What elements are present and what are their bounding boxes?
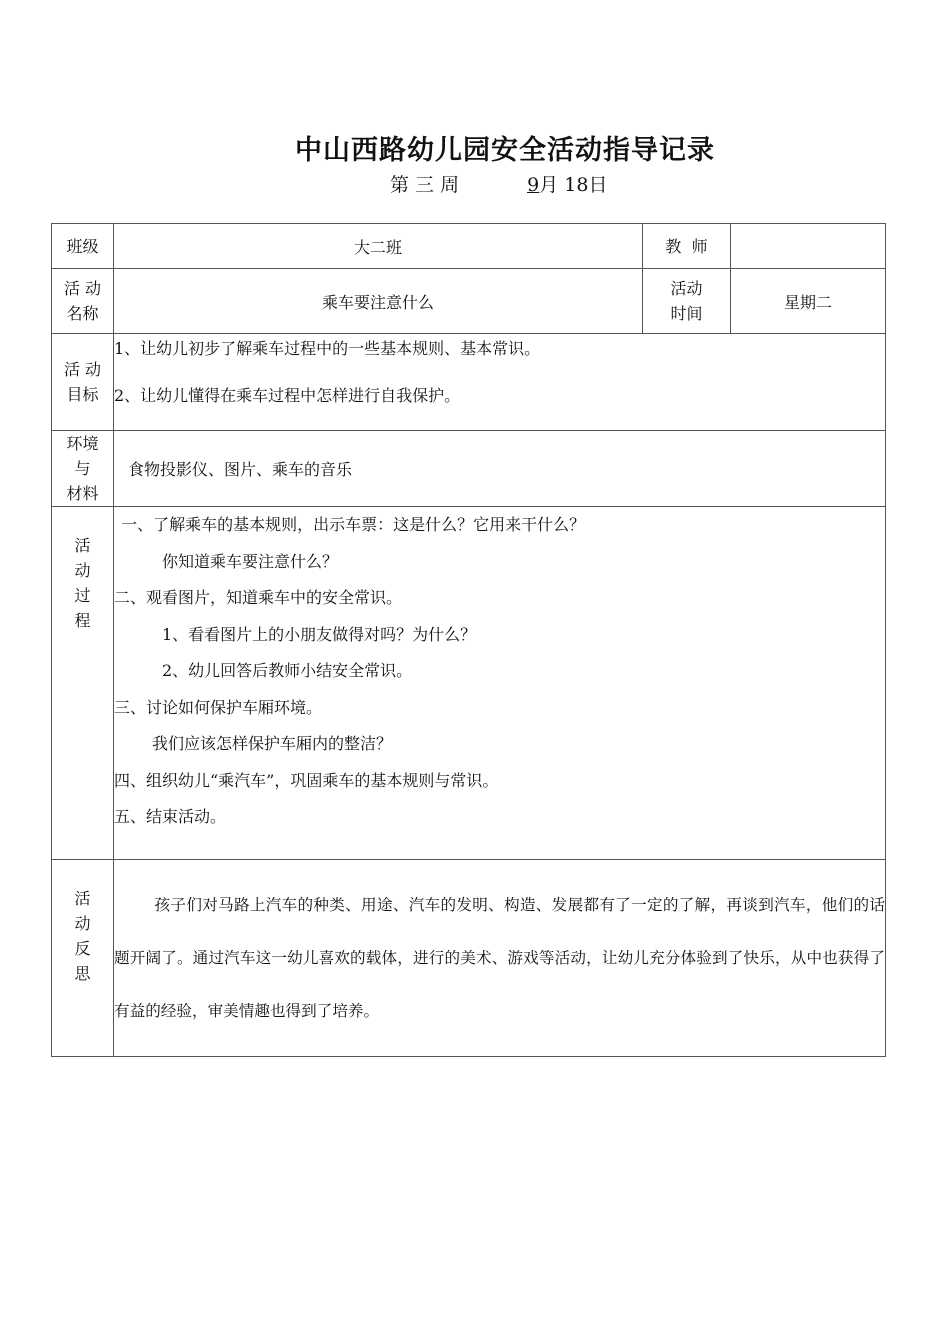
process-step: 三、讨论如何保护车厢环境。	[114, 697, 323, 717]
process-step: 我们应该怎样保护车厢内的整洁？	[152, 734, 393, 753]
activity-record-table	[51, 223, 886, 1057]
process-content	[114, 507, 886, 860]
reflection-label: 活 动 反 思	[52, 860, 114, 1057]
process-step: 五、结束活动。	[114, 807, 227, 826]
goal-item: 2、让幼儿懂得在乘车过程中怎样进行自我保护。	[114, 386, 461, 405]
activity-name-value: 乘车要注意什么	[114, 269, 643, 334]
week-label: 第 三 周	[390, 174, 460, 196]
goal-item: 1、让幼儿初步了解乘车过程中的一些基本规则、基本常识。	[114, 339, 541, 358]
materials-value: 食物投影仪、图片、乘车的音乐	[114, 431, 886, 507]
goals-row	[52, 334, 886, 431]
month-unit: 月	[539, 174, 559, 196]
day-value: 18	[564, 174, 589, 196]
process-step: 二、观看图片，知道乘车中的安全常识。	[114, 588, 403, 607]
teacher-label: 教 师	[643, 224, 731, 269]
month-value: 9	[527, 174, 540, 196]
process-step: 你知道乘车要注意什么？	[162, 551, 339, 571]
class-label: 班级	[52, 224, 114, 269]
reflection-content: 孩子们对马路上汽车的种类、用途、汽车的发明、构造、发展都有了一定的了解，再谈到汽车，他们的话题开阔了。通过汽车这一幼儿喜欢的载体，进行的美术、游戏等活动，让幼儿充分体验到了快乐，从中也获得了有益的经验，审美情趣也得到了培养。	[114, 860, 886, 1057]
teacher-value	[731, 224, 886, 269]
activity-name-row	[52, 269, 886, 334]
date-line	[390, 170, 607, 197]
process-step: 1、看看图片上的小朋友做得对吗？为什么？	[162, 624, 477, 644]
process-label: 活 动 过 程	[52, 507, 114, 860]
class-value: 大二班	[114, 224, 643, 269]
reflection-row	[52, 860, 886, 1057]
activity-time-value: 星期二	[731, 269, 886, 334]
materials-row	[52, 431, 886, 507]
materials-label: 环境 与 材料	[52, 431, 114, 507]
activity-name-label: 活 动 名称	[52, 269, 114, 334]
day-unit: 日	[588, 174, 608, 196]
goals-label: 活 动 目标	[52, 334, 114, 431]
class-row	[52, 224, 886, 269]
process-row	[52, 507, 886, 860]
process-step: 四、组织幼儿“乘汽车”，巩固乘车的基本规则与常识。	[114, 770, 499, 790]
process-step: 2、幼儿回答后教师小结安全常识。	[162, 661, 413, 680]
process-step: 一、了解乘车的基本规则，出示车票：这是什么？它用来干什么？	[116, 515, 586, 534]
document-title: 中山西路幼儿园安全活动指导记录	[295, 135, 715, 166]
goals-content	[114, 334, 886, 431]
activity-time-label: 活动 时间	[643, 269, 731, 334]
